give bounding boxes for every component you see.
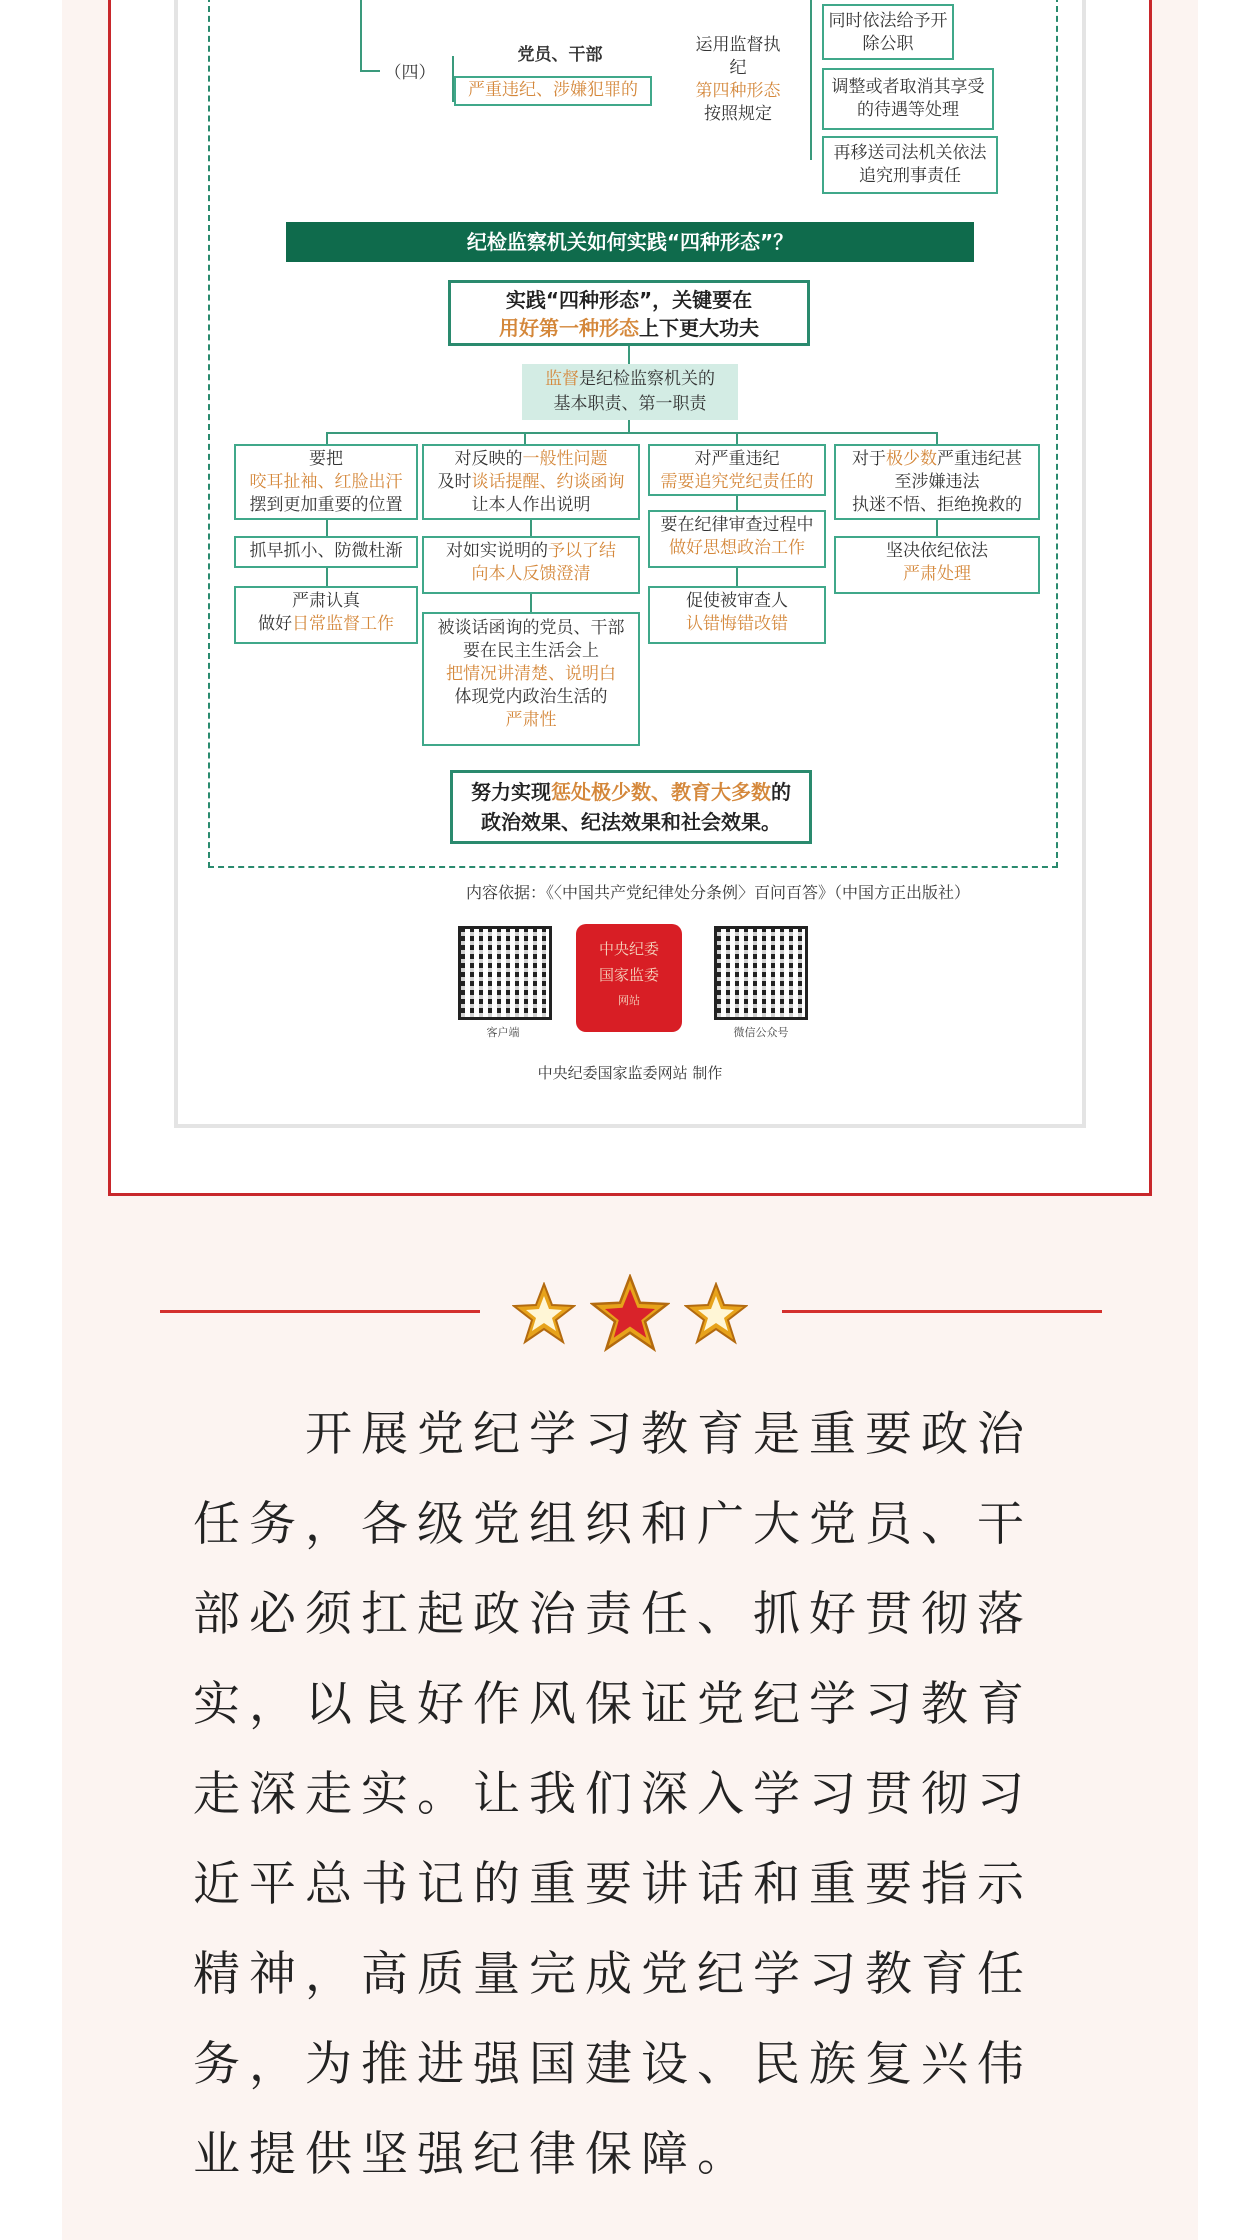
col2-low-line4: 体现党内政治生活的 [454, 687, 608, 707]
goal-box [450, 770, 812, 844]
connector [326, 432, 938, 434]
key-point-line2 [451, 314, 807, 342]
col2-head-line2-pre: 及时 [437, 472, 472, 492]
col3-low-line1: 促使被审查人 [686, 591, 788, 611]
col3-head-line1: 对严重违纪 [694, 449, 780, 469]
key-point-highlight: 用好第一种形态 [499, 316, 639, 340]
col2-head-line2 [427, 471, 635, 494]
goal-line1 [453, 777, 809, 807]
col1-low-line2 [239, 613, 413, 636]
col2-head-line3: 让本人作出说明 [471, 495, 591, 515]
connector [628, 346, 630, 364]
result-text-3: 再移送司法机关依法追究刑事责任 [833, 143, 987, 186]
result-text-1: 同时依法给予开除公职 [828, 11, 948, 54]
col4-mid-line1: 坚决依纪依法 [886, 541, 988, 561]
connector [326, 568, 328, 586]
result-box-1 [822, 4, 954, 60]
col1-head-line1: 要把 [309, 449, 343, 469]
credit-line: 中央纪委国家监委网站 制作 [537, 1064, 723, 1082]
condition-text: 严重违纪、涉嫌犯罪的 [468, 80, 638, 100]
col1-mid [234, 536, 418, 568]
qr-caption-right: 微信公众号 [733, 1026, 789, 1039]
bracket-line [360, 70, 380, 72]
col3-low [648, 586, 826, 644]
goal-pre: 努力实现 [471, 780, 551, 804]
small-star-icon-right [684, 1282, 748, 1346]
ccdi-logo [576, 924, 682, 1032]
duty-line1 [522, 367, 738, 392]
col4-head-pre: 对于 [852, 449, 886, 469]
connector [936, 520, 938, 536]
col2-low [422, 612, 640, 746]
col4-head-post: 严重违纪甚 [937, 449, 1022, 469]
connector [326, 520, 328, 536]
col2-head-line2-highlight: 谈话提醒、约谈函询 [471, 472, 625, 492]
action-pre: 运用监督执纪 [695, 35, 781, 78]
col3-mid-line2: 做好思想政治工作 [669, 538, 805, 558]
item-subject: 党员、干部 [517, 45, 603, 65]
connector [736, 496, 738, 510]
col2-head [422, 444, 640, 520]
col1-head-line2: 咬耳扯袖、红脸出汗 [249, 472, 403, 492]
divider-line-left [160, 1310, 480, 1313]
item-number: （四） [384, 63, 436, 83]
goal-line2: 政治效果、纪法效果和社会效果。 [481, 810, 781, 834]
center-star-icon [590, 1274, 670, 1354]
qr-code-wechat[interactable] [714, 926, 808, 1020]
col2-mid-line1 [427, 540, 635, 563]
result-box-3 [822, 136, 998, 194]
col4-mid-line2: 严肃处理 [903, 564, 971, 584]
key-point-rest: 上下更大功夫 [639, 316, 759, 340]
col1-low-line1: 严肃认真 [292, 591, 360, 611]
section-banner: 纪检监察机关如何实践“四种形态”？ [286, 222, 974, 262]
col2-mid-pre: 对如实说明的 [446, 541, 548, 561]
key-point-line1: 实践“四种形态”，关键要在 [505, 288, 753, 312]
key-point-box [448, 280, 810, 346]
col3-head-line2: 需要追究党纪责任的 [660, 472, 814, 492]
col1-mid-text: 抓早抓小、防微杜渐 [249, 541, 403, 561]
col4-head-line2: 至涉嫌违法 [894, 472, 980, 492]
col4-head-line1 [839, 448, 1035, 471]
source-note: 内容依据：《〈中国共产党纪律处分条例〉百问百答》（中国方正出版社） [466, 883, 971, 902]
col1-head [234, 444, 418, 520]
col3-mid-line1: 要在纪律审查过程中 [660, 515, 814, 535]
small-star-icon-left [512, 1282, 576, 1346]
col2-head-pre: 对反映的 [454, 449, 523, 469]
qr-code-client[interactable] [458, 926, 552, 1020]
action-post: 按照规定 [704, 104, 772, 124]
col2-low-line2: 要在民主生活会上 [463, 641, 599, 661]
col3-mid [648, 510, 826, 568]
col1-low-pre: 做好 [258, 614, 292, 634]
result-text-2: 调整或者取消其享受的待遇等处理 [831, 77, 985, 120]
col1-low-highlight: 日常监督工作 [292, 614, 394, 634]
duty-line2: 基本职责、第一职责 [553, 394, 707, 414]
col2-head-highlight: 一般性问题 [522, 449, 608, 469]
col2-mid [422, 536, 640, 594]
col2-mid-highlight: 予以了结 [548, 541, 616, 561]
goal-highlight: 惩处极少数、教育大多数 [551, 780, 771, 804]
item-action [688, 34, 788, 126]
col1-low [234, 586, 418, 644]
logo-line2: 国家监委 [598, 966, 659, 984]
col4-head-line3: 执迷不悟、拒绝挽救的 [852, 495, 1022, 515]
col2-low-line1: 被谈话函询的党员、干部 [437, 618, 625, 638]
qr-caption-left: 客户端 [486, 1026, 520, 1039]
action-highlight: 第四种形态 [695, 81, 781, 101]
result-box-2 [822, 68, 994, 130]
col2-head-line1 [427, 448, 635, 471]
connector [530, 594, 532, 612]
duty-box [522, 364, 738, 420]
col4-head [834, 444, 1040, 520]
col3-low-line2: 认错悔错改错 [686, 614, 788, 634]
col2-mid-line2: 向本人反馈澄清 [471, 564, 591, 584]
col1-head-line3: 摆到更加重要的位置 [249, 495, 403, 515]
logo-line3: 网站 [618, 994, 640, 1007]
bracket-line [360, 0, 362, 72]
duty-line1-text: 是纪检监察机关的 [579, 369, 715, 389]
logo-line1: 中央纪委 [598, 940, 659, 958]
item-condition [454, 76, 652, 106]
goal-post: 的 [771, 780, 791, 804]
connector [736, 568, 738, 586]
bracket-line [810, 0, 812, 160]
col4-head-highlight: 极少数 [886, 449, 937, 469]
divider-line-right [782, 1310, 1102, 1313]
col2-low-line5: 严肃性 [505, 710, 557, 730]
col2-low-line3: 把情况讲清楚、说明白 [446, 664, 616, 684]
col3-head [648, 444, 826, 496]
article-paragraph: 开展党纪学习教育是重要政治任务，各级党组织和广大党员、干部必须扛起政治责任、抓好贯彻落实，以良好作风保证党纪学习教育走深走实。让我们深入学习贯彻习近平总书记的重要讲话和重要指示精神，高质量完成党纪学习教育任务，为推进强国建设、民族复兴伟业提供坚强纪律保障。 [193, 1407, 1033, 2182]
connector [530, 520, 532, 536]
col4-mid [834, 536, 1040, 594]
duty-highlight: 监督 [545, 369, 579, 389]
